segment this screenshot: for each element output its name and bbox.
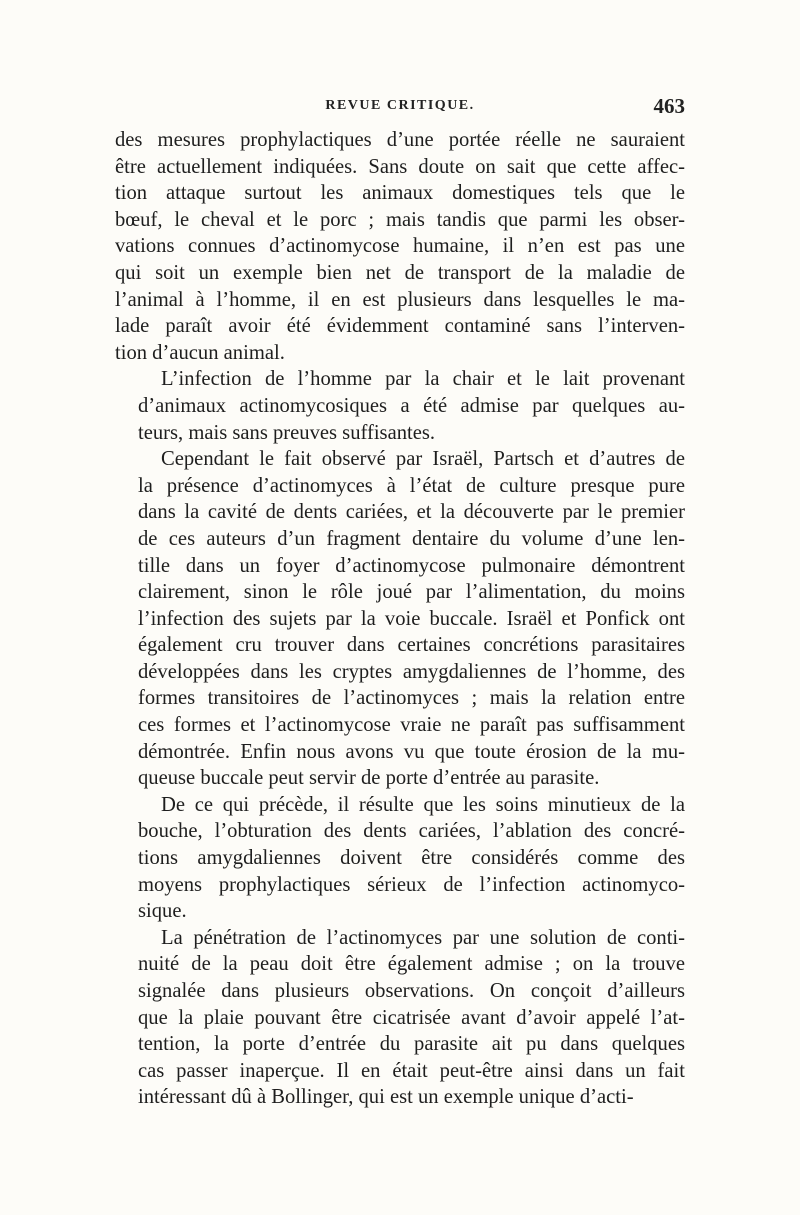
text-line: formes transitoires de l’actinomyces ; mais la relation entre bbox=[138, 687, 685, 710]
text-line: De ce qui précède, il résulte que les soins minutieux de la bbox=[161, 793, 685, 816]
running-title: REVUE CRITIQUE. bbox=[325, 98, 475, 113]
paragraph bbox=[115, 366, 685, 446]
text-line: être actuellement indiquées. Sans doute on sait que cette affec- bbox=[115, 155, 685, 178]
body-text bbox=[115, 127, 685, 1111]
text-line: également cru trouver dans certaines concrétions parasitaires bbox=[138, 634, 685, 657]
page-header bbox=[115, 96, 685, 122]
text-line: d’animaux actinomycosiques a été admise par quelques au- bbox=[138, 394, 685, 417]
text-line: tille dans un foyer d’actinomycose pulmonaire démontrent bbox=[138, 554, 685, 577]
text-line: intéressant dû à Bollinger, qui est un exemple unique d’acti- bbox=[138, 1086, 634, 1109]
text-line: dans la cavité de dents cariées, et la découverte par le premier bbox=[138, 501, 685, 524]
text-line: tion attaque surtout les animaux domestiques tels que le bbox=[115, 182, 685, 205]
text-line: cas passer inaperçue. Il en était peut-être ainsi dans un fait bbox=[138, 1059, 685, 1082]
text-line: clairement, sinon le rôle joué par l’alimentation, du moins bbox=[138, 581, 685, 604]
text-line: qui soit un exemple bien net de transport de la maladie de bbox=[115, 261, 685, 284]
page-number: 463 bbox=[653, 94, 685, 118]
text-line: sique. bbox=[138, 900, 187, 923]
paragraph bbox=[115, 446, 685, 792]
text-line: queuse buccale peut servir de porte d’entrée au parasite. bbox=[138, 767, 600, 790]
text-line: tion d’aucun animal. bbox=[115, 341, 285, 364]
text-line: vations connues d’actinomycose humaine, il n’en est pas une bbox=[115, 235, 685, 258]
text-line: moyens prophylactiques sérieux de l’infection actinomyco- bbox=[138, 873, 685, 896]
text-line: Cependant le fait observé par Israël, Partsch et d’autres de bbox=[161, 448, 685, 471]
text-line: la présence d’actinomyces à l’état de culture presque pure bbox=[138, 474, 685, 497]
text-line: bouche, l’obturation des dents cariées, l’ablation des concré- bbox=[138, 820, 685, 843]
text-line: ces formes et l’actinomycose vraie ne paraît pas suffisamment bbox=[138, 714, 685, 737]
text-line: teurs, mais sans preuves suffisantes. bbox=[138, 421, 436, 444]
text-line: de ces auteurs d’un fragment dentaire du volume d’une len- bbox=[138, 527, 685, 550]
text-line: L’infection de l’homme par la chair et le lait provenant bbox=[161, 368, 685, 391]
text-line: l’infection des sujets par la voie buccale. Israël et Ponfick ont bbox=[138, 607, 685, 630]
text-line: des mesures prophylactiques d’une portée réelle ne sauraient bbox=[115, 129, 685, 151]
paragraph bbox=[115, 792, 685, 925]
text-line: tions amygdaliennes doivent être considérés comme des bbox=[138, 847, 685, 870]
text-line: l’animal à l’homme, il en est plusieurs dans lesquelles le ma- bbox=[115, 288, 685, 311]
text-line: que la plaie pouvant être cicatrisée avant d’avoir appelé l’at- bbox=[138, 1006, 685, 1029]
text-line: développées dans les cryptes amygdaliennes de l’homme, des bbox=[138, 660, 685, 683]
text-line: La pénétration de l’actinomyces par une solution de conti- bbox=[161, 926, 685, 949]
text-line: démontrée. Enfin nous avons vu que toute érosion de la mu- bbox=[138, 740, 685, 763]
text-line: bœuf, le cheval et le porc ; mais tandis que parmi les obser- bbox=[115, 208, 685, 231]
text-line: tention, la porte d’entrée du parasite ait pu dans quelques bbox=[138, 1033, 685, 1056]
text-line: nuité de la peau doit être également admise ; on la trouve bbox=[138, 953, 685, 976]
text-line: signalée dans plusieurs observations. On conçoit d’ailleurs bbox=[138, 980, 685, 1002]
paragraph bbox=[115, 127, 685, 366]
text-line: lade paraît avoir été évidemment contaminé sans l’interven- bbox=[115, 315, 685, 338]
paragraph bbox=[115, 925, 685, 1111]
